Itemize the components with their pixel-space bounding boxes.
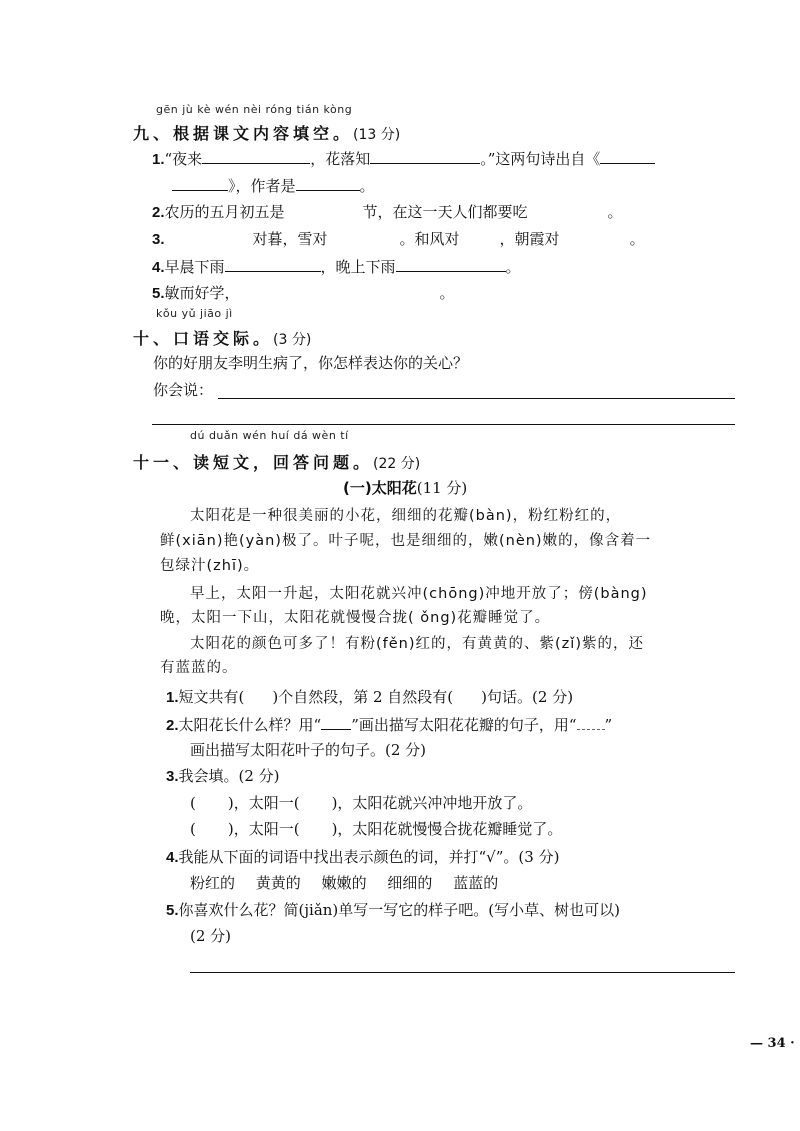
q-num: 5.: [152, 285, 165, 302]
word-list: [190, 873, 498, 893]
blank[interactable]: [202, 148, 310, 164]
passage-line: 晚，太阳一下山，太阳花就慢慢合拢( ǒng)花瓣睡觉了。: [160, 610, 551, 626]
q-text: “夜来: [164, 150, 203, 168]
question-11-5-score: (2 分): [190, 927, 232, 945]
word-option[interactable]: 蓝蓝的: [453, 874, 499, 892]
q-text: ，晚上下雨: [320, 258, 396, 276]
q-num: 4.: [152, 259, 165, 276]
pinyin-heading-9: gēn jù kè wén nèi róng tián kòng: [156, 103, 353, 116]
question-11-3-line2: [190, 819, 562, 839]
blank[interactable]: [225, 256, 321, 272]
blank[interactable]: [172, 175, 228, 191]
pinyin-heading-10: kǒu yǔ jiāo jì: [156, 307, 233, 320]
q-text: 节，在这一天人们都要吃: [362, 203, 528, 221]
q-text: )，太阳一(: [227, 794, 300, 812]
blank[interactable]: [296, 175, 360, 191]
question-9-1: [152, 148, 655, 170]
q-text: ，朝霞对: [499, 230, 560, 248]
word-option[interactable]: 嫩嫩的: [321, 874, 367, 892]
question-11-2-cont: 画出描写太阳花叶子的句子。(2 分): [190, 741, 427, 759]
word-option[interactable]: 细细的: [387, 874, 433, 892]
q-text: )，太阳花就慢慢合拢花瓣睡觉了。: [331, 820, 563, 838]
section-10-heading: [133, 326, 311, 349]
question-11-3: [166, 766, 280, 787]
q-num: 2.: [152, 204, 165, 221]
q-num: 3.: [166, 768, 179, 785]
question-11-4: [166, 847, 559, 868]
q-text: ，花落知: [310, 150, 371, 168]
q-num: 3.: [152, 231, 165, 248]
subtitle: (一)太阳花: [343, 479, 417, 497]
answer-label: 你会说：: [153, 381, 214, 399]
q-text: 。: [439, 284, 455, 302]
question-11-1: [166, 687, 573, 708]
question-11-5: [166, 900, 620, 921]
answer-line[interactable]: [190, 972, 735, 973]
blank[interactable]: [600, 148, 655, 164]
passage-line: 太阳花的颜色可多了！有粉(fěn)红的，有黄黄的、紫(zǐ)紫的，还: [190, 636, 644, 652]
straight-line-mark: [321, 714, 351, 730]
q-text: 。: [505, 258, 521, 276]
section-score: (22 分): [373, 456, 421, 472]
subscore: (11 分): [416, 479, 468, 497]
q-text: 。: [359, 177, 375, 195]
pinyin-heading-11: dú duǎn wén huí dá wèn tí: [190, 429, 349, 442]
page-number: — 34 ·: [750, 1036, 795, 1051]
q-text: 农历的五月初五是: [164, 203, 285, 221]
passage-line: 太阳花是一种很美丽的小花，细细的花瓣(bàn)，粉红粉红的，: [190, 508, 622, 524]
q-text: 敏而好学，: [164, 284, 240, 302]
q-text: ”画出描写太阳花花瓣的句子，用“: [351, 716, 577, 734]
q-text: ”: [604, 716, 613, 734]
section-9-heading: [133, 121, 400, 144]
q-text: 短文共有(: [178, 688, 245, 706]
q-text: 对暮，雪对: [252, 230, 328, 248]
q-num: 2.: [166, 717, 179, 734]
question-11-3-line1: [190, 793, 532, 813]
q-text: 。: [607, 203, 623, 221]
q-text: 我能从下面的词语中找出表示颜色的词，并打“√”。(3 分): [178, 848, 560, 866]
passage-line: 早上，太阳一升起，太阳花就兴冲(chōng)冲地开放了；傍(bàng): [190, 586, 648, 602]
oral-question: 你的好朋友李明生病了，你怎样表达你的关心？: [153, 354, 469, 372]
section-score: (3 分): [273, 332, 312, 348]
blank[interactable]: [396, 256, 506, 272]
q-text: 你喜欢什么花？简(jiǎn)单写一写它的样子吧。(写小草、树也可以): [178, 901, 620, 919]
question-9-4: [152, 256, 521, 278]
q-num: 5.: [166, 902, 179, 919]
q-text: 。”这两句诗出自《: [480, 150, 601, 168]
q-text: 》，作者是: [228, 177, 296, 195]
word-option[interactable]: 粉红的: [190, 874, 236, 892]
paren: (: [190, 820, 196, 838]
passage-title: [343, 478, 467, 498]
q-num: 4.: [166, 849, 179, 866]
word-option[interactable]: 黄黄的: [255, 874, 301, 892]
q-text: 。: [629, 230, 645, 248]
q-num: 1.: [152, 151, 165, 168]
section-title: 十、口语交际。: [133, 329, 274, 348]
section-score: (13 分): [353, 127, 401, 143]
question-9-2: [152, 202, 623, 223]
q-text: 太阳花长什么样？用“: [178, 716, 322, 734]
q-text: )句话。(2 分): [481, 688, 574, 706]
section-title: 九、根据课文内容填空。: [133, 124, 354, 143]
q-text: )，太阳花就兴冲冲地开放了。: [331, 794, 533, 812]
passage-line: 有蓝蓝的。: [160, 660, 238, 676]
wavy-line-mark: [577, 715, 605, 730]
question-9-3: [152, 229, 645, 250]
passage-line: 鲜(xiān)艳(yàn)极了。叶子呢，也是细细的，嫩(nèn)嫩的，像含着一: [160, 533, 652, 549]
answer-line[interactable]: [152, 424, 735, 425]
blank[interactable]: [370, 148, 480, 164]
q-text: )，太阳一(: [227, 820, 300, 838]
question-11-2: [166, 714, 612, 736]
q-text: )个自然段，第 2 自然段有(: [272, 688, 454, 706]
passage-line: 包绿汁(zhī)。: [160, 558, 260, 574]
q-num: 1.: [166, 689, 179, 706]
section-title: 十一、读短文，回答问题。: [133, 453, 374, 472]
question-9-5: [152, 283, 455, 304]
question-9-1-cont: [172, 175, 375, 196]
q-text: 早晨下雨: [164, 258, 225, 276]
answer-line[interactable]: [218, 398, 735, 399]
q-text: 。和风对: [399, 230, 460, 248]
paren: (: [190, 794, 196, 812]
q-text: 我会填。(2 分): [178, 767, 280, 785]
section-11-heading: [133, 450, 420, 473]
